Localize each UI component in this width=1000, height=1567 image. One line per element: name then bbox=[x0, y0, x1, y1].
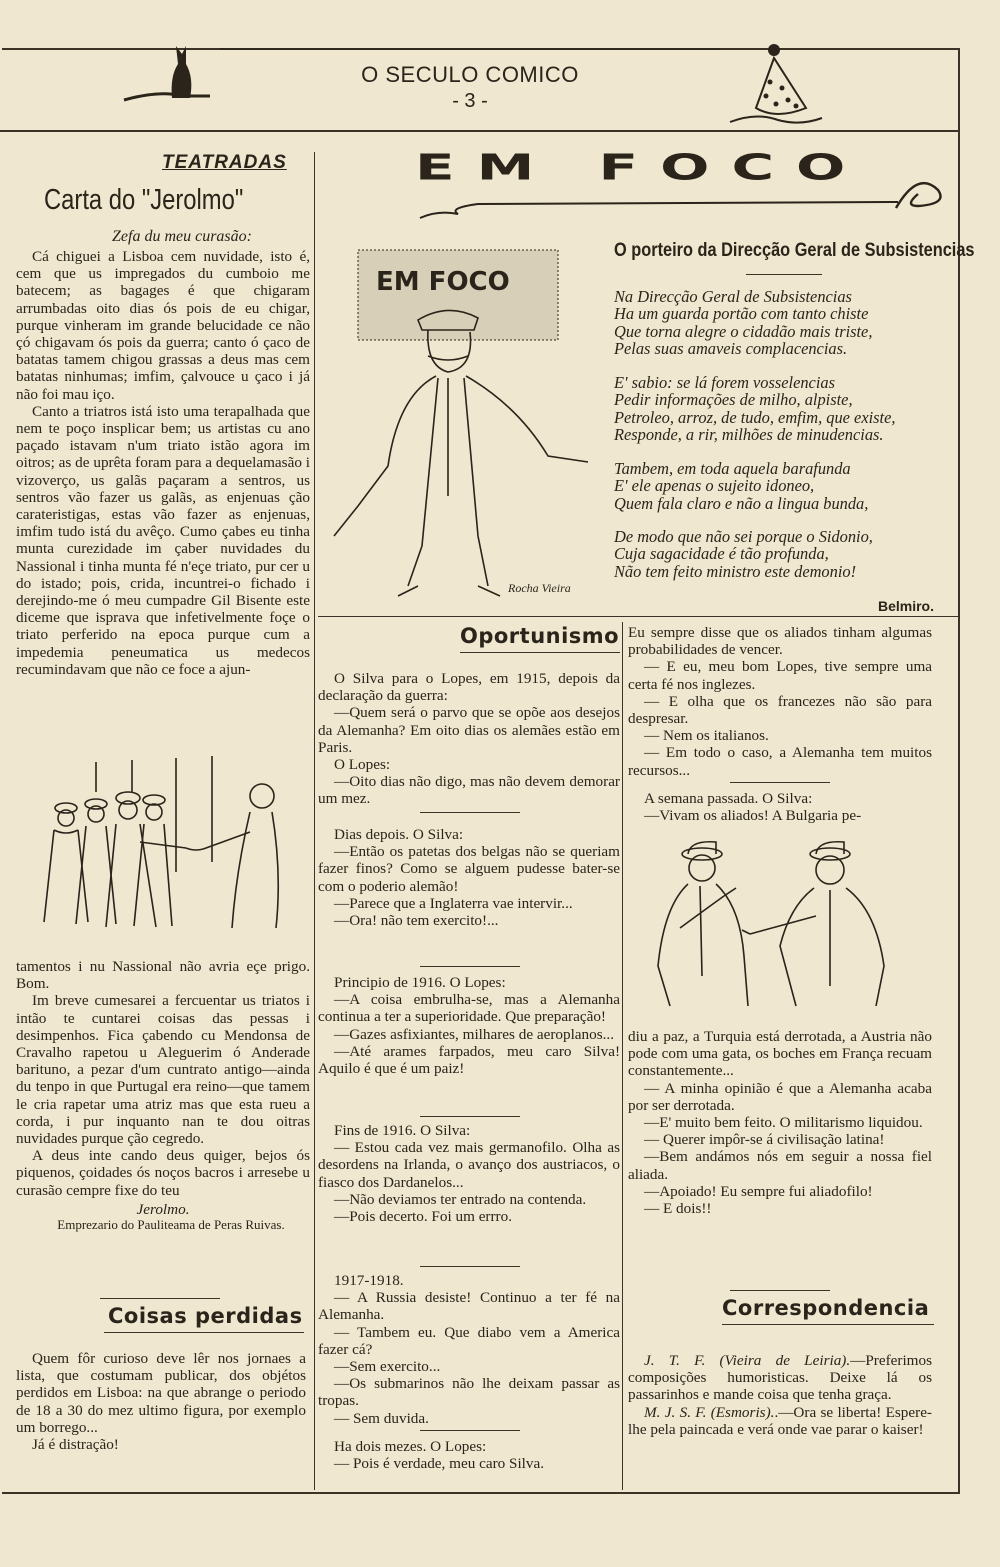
paragraph: Fins de 1916. O Silva: bbox=[334, 1122, 471, 1139]
em-foco-title: EM FOCO bbox=[415, 146, 868, 189]
paragraph: Já é distração! bbox=[32, 1436, 119, 1454]
paragraph: —Não deviamos ter entrado na contenda. bbox=[334, 1190, 587, 1208]
column-rule-left bbox=[314, 152, 315, 1490]
paragraph: 1917-1918. bbox=[334, 1272, 404, 1289]
porteiro-subtitle: O porteiro da Direcção Geral de Subsistencias bbox=[614, 240, 975, 261]
paragraph: — A minha opinião é que a Alemanha acaba por ser derrotada. bbox=[628, 1079, 932, 1114]
paragraph: — Sem duvida. bbox=[334, 1409, 429, 1427]
poem-line: Tambem, em toda aquela barafunda bbox=[614, 459, 851, 478]
oportunismo-part-2 bbox=[318, 826, 620, 929]
paragraph: — Estou cada vez mais germanofilo. Olha as desordens na Irlanda, o avanço dos austriacos, o fiasco dos Dardanelos... bbox=[318, 1139, 620, 1191]
poem-line: De modo que não sei porque o Sidonio, bbox=[614, 527, 873, 546]
teatradas-signature: Jerolmo. bbox=[136, 1200, 190, 1218]
teatradas-salutation: Zefa du meu curasão: bbox=[112, 228, 252, 245]
porteiro-caricature bbox=[318, 246, 608, 608]
poem-line: E' ele apenas o sujeito idoneo, bbox=[614, 476, 815, 496]
poem-line: Responde, a rir, milhões de minudencias. bbox=[614, 425, 884, 445]
em-foco-bottom-rule bbox=[318, 616, 958, 617]
correspondencia-body bbox=[628, 1352, 932, 1438]
column-rule-right bbox=[622, 622, 623, 1490]
oportunismo-part-1 bbox=[318, 670, 620, 808]
paragraph: —Apoiado! Eu sempre fui aliadofilo! bbox=[644, 1182, 873, 1200]
entry-text: —Preferimos composições humoristicas. Deixe lá os passarinhos e mande coisa que tenha graça. bbox=[628, 1352, 932, 1404]
paragraph: Cá chiguei a Lisboa cem nuvidade, isto é, cem que us impregados du cumboio me batecem; as bagages é que chigaram arrumbadas oito dias ós pois de eu chigar, purque vinheram im grande belucidade ce não çó chigavam ós pois da guerra; canto ó çaco de batatas tamem chigou grassas a deus mas cem batatas ninhumas; imfim, çalvouce u çaco i já não foi mau iço. bbox=[16, 248, 310, 403]
paragraph: — E dois!! bbox=[644, 1200, 712, 1218]
header-top-line bbox=[220, 46, 720, 54]
paragraph: Quem fôr curioso deve lêr nos jornaes a lista, que costumam publicar, dos objétos perdidos em Lisboa: na que abrange o periodo de 18 a 30 do mez ultimo figura, por exemplo um borrego... bbox=[16, 1350, 306, 1436]
poem-line: Pedir informações de milho, alpiste, bbox=[614, 390, 853, 410]
oportunismo-part-4 bbox=[318, 1122, 620, 1225]
paragraph: —Sem exercito... bbox=[334, 1358, 441, 1376]
cartoon-figure-icon bbox=[726, 38, 826, 128]
paragraph: tamentos i nu Nassional não avria eçe prigo. Bom. bbox=[16, 958, 310, 993]
paragraph: Canto a triatros istá isto uma terapalhada que nem te poço insplicar bem; us artistas cu ano paçado istavam n'um triato istão agora im oitros; as de uprêta foram para a dequelamasão i vizoverço, us galãs paçaram a sentros, us sentros vão fazer us galãs, as enjenuas ção carateristigas, estas vão fazer as enjenuas, imfim tudo istá du avêço. Cumo çabes eu tinha munta curezidade im çaber nuvidades du Nassional i tinha munta fé n'eçe triato, pur cer u do istado; pois, crida, incuntrei-o fichado i derejindo-me ó meu cumpadre Gil Bisente este diceme que isprava que infetivelmente foçe o triato perferido na epoca purque cum a impedemia peneumatica us medecos recumindavam que não ce foce a ajun- bbox=[16, 402, 310, 678]
paragraph: O Lopes: bbox=[334, 756, 391, 774]
theatre-cartoon-illustration bbox=[36, 752, 286, 942]
entry-recipient: J. T. F. (Vieira de Leiria). bbox=[644, 1352, 851, 1369]
oportunismo-part-3 bbox=[318, 974, 620, 1077]
paragraph: Dias depois. O Silva: bbox=[334, 826, 464, 843]
paragraph: — Nem os italianos. bbox=[644, 727, 769, 745]
em-foco-flourish bbox=[418, 180, 958, 224]
paragraph: A deus inte cando deus quiger, bejos ós piquenos, çoidades ós noços bacros i arresebe u curasão cempre fixe do teu bbox=[16, 1147, 310, 1199]
header-rule bbox=[0, 130, 958, 132]
poem-line: Pelas suas amaveis complacencias. bbox=[614, 339, 848, 359]
paragraph: — E olha que os francezes não são para despresar. bbox=[628, 692, 932, 728]
paragraph: —Até arames farpados, meu caro Silva! Aquilo é que é um paiz! bbox=[318, 1042, 620, 1078]
paragraph: —Pois decerto. Foi um errro. bbox=[334, 1208, 513, 1226]
correspondencia-title: Correspondencia bbox=[722, 1296, 930, 1320]
section-divider bbox=[420, 1266, 520, 1267]
paragraph: O Silva para o Lopes, em 1915, depois da declaração da guerra: bbox=[318, 670, 620, 705]
correspondencia-underline bbox=[722, 1324, 934, 1325]
paragraph: — E eu, meu bom Lopes, tive sempre uma certa fé nos inglezes. bbox=[628, 658, 932, 693]
oportunismo-part-5 bbox=[318, 1272, 620, 1427]
paragraph: —Os submarinos não lhe deixam passar as tropas. bbox=[318, 1375, 620, 1410]
coisas-perdidas-body bbox=[16, 1350, 306, 1453]
teatradas-kicker: TEATRADAS bbox=[162, 152, 287, 173]
paragraph: A semana passada. O Silva: bbox=[644, 790, 813, 807]
paragraph: —A coisa embrulha-se, mas a Alemanha continua a ter a superioridade. Que preparação! bbox=[318, 991, 620, 1026]
poem-author: Belmiro. bbox=[877, 598, 934, 614]
artist-signature: Rocha Vieira bbox=[508, 581, 571, 595]
paragraph: — Querer impôr-se á civilisação latina! bbox=[644, 1131, 885, 1149]
section-divider bbox=[420, 966, 520, 967]
newspaper-title: O SECULO COMICO bbox=[361, 62, 579, 87]
poem-stanza-1 bbox=[614, 288, 954, 358]
section-divider bbox=[420, 812, 520, 813]
coisas-perdidas-title: Coisas perdidas bbox=[108, 1304, 303, 1328]
drawing-caption: EM FOCO bbox=[376, 267, 510, 297]
section-divider bbox=[730, 1290, 830, 1291]
oportunismo-part-6 bbox=[318, 1438, 620, 1472]
correspondencia-entry bbox=[628, 1404, 932, 1438]
oportunismo-title: Oportunismo bbox=[460, 624, 620, 648]
paragraph: Im breve cumesarei a fercuentar us triatos i intão te cuntarei coisas das pessas i desimpenhos. Fica çabendo cu Mendonsa de Cravalho rapetou u Aleguerim ó Anderade barituno, a pezar d'um cuntrato antigo—ainda du tenpo in que Purtugal era reino—que tamem le cria rapetar uma atriz mas que esta rueu a corda, i pur inquanto nan te dou oitras nuvidades purque ção cegredo. bbox=[16, 992, 310, 1148]
paragraph: — A Russia desiste! Continuo a ter fé na Alemanha. bbox=[318, 1289, 620, 1324]
paragraph: Principio de 1916. O Lopes: bbox=[334, 974, 506, 991]
paragraph: — Em todo o caso, a Alemanha tem muitos recursos... bbox=[628, 744, 932, 779]
section-divider bbox=[420, 1430, 520, 1431]
poem-line: Petroleo, arroz, de tudo, emfim, que existe, bbox=[614, 407, 896, 427]
paragraph: —Então os patetas dos belgas não se queriam fazer finos? Como se alguem pudesse bater-se com o poderio alemão! bbox=[318, 843, 620, 895]
poem-stanza-2 bbox=[614, 374, 954, 444]
poem-line: Ha um guarda portão com tanto chiste bbox=[614, 304, 869, 324]
paragraph: —Quem será o parvo que se opõe aos desejos da Alemanha? Em oito dias os alemães estão em Paris. bbox=[318, 704, 620, 756]
paragraph: —Bem andámos nós em seguir a nossa fiel aliada. bbox=[628, 1148, 932, 1183]
teatradas-signature-note: Emprezario do Pauliteama de Peras Ruivas. bbox=[57, 1217, 285, 1233]
paragraph: —Gazes asfixiantes, milhares de aeroplanos... bbox=[334, 1025, 615, 1043]
coisas-perdidas-underline bbox=[104, 1332, 304, 1333]
subtitle-rule bbox=[746, 274, 822, 275]
entry-text: .—Ora se liberta! Espere-lhe pela paincada e verá onde vae parar o kaiser! bbox=[628, 1403, 932, 1438]
oportunismo-underline bbox=[460, 652, 620, 653]
paragraph: —Vivam os aliados! A Bulgaria pe- bbox=[644, 807, 862, 825]
correspondencia-entry bbox=[628, 1352, 932, 1404]
paragraph: Eu sempre disse que os aliados tinham algumas probabilidades de vencer. bbox=[628, 624, 932, 659]
paragraph: — Pois é verdade, meu caro Silva. bbox=[334, 1455, 545, 1473]
section-divider bbox=[730, 782, 830, 783]
page-number: - 3 - bbox=[452, 90, 488, 112]
paragraph: —Ora! não tem exercito!... bbox=[334, 912, 499, 930]
poem-line: Na Direcção Geral de Subsistencias bbox=[614, 287, 852, 306]
paragraph: diu a paz, a Turquia está derrotada, a Austria não pode com uma gata, os boches em França recuam constantemente... bbox=[628, 1028, 932, 1080]
teatradas-continuation bbox=[16, 958, 310, 1232]
poem-stanza-4 bbox=[614, 528, 954, 580]
section-divider bbox=[100, 1298, 220, 1299]
teatradas-body bbox=[16, 248, 310, 678]
poem-line: Quem fala claro e não a lingua bunda, bbox=[614, 493, 869, 513]
poem-line: Não tem feito ministro este demonio! bbox=[614, 561, 857, 581]
poem-line: E' sabio: se lá forem vosselencias bbox=[614, 373, 835, 392]
paragraph: —E' muito bem feito. O militarismo liquidou. bbox=[644, 1114, 923, 1132]
paragraph: —Parece que a Inglaterra vae intervir... bbox=[334, 894, 573, 912]
oportunismo-col2-mid bbox=[628, 790, 932, 824]
poem-stanza-3 bbox=[614, 460, 954, 512]
teatradas-title: Carta do "Jerolmo" bbox=[44, 184, 244, 216]
oportunismo-col2-bottom bbox=[628, 1028, 932, 1217]
entry-recipient: M. J. S. F. (Esmoris). bbox=[644, 1403, 775, 1421]
poem-line: Que torna alegre o cidadão mais triste, bbox=[614, 321, 873, 341]
paragraph: Ha dois mezes. O Lopes: bbox=[334, 1438, 487, 1455]
cat-silhouette-icon bbox=[120, 36, 220, 108]
silva-lopes-cartoon bbox=[640, 836, 920, 1016]
poem-line: Cuja sagacidade é tão profunda, bbox=[614, 544, 829, 564]
section-divider bbox=[420, 1116, 520, 1117]
oportunismo-col2-top bbox=[628, 624, 932, 779]
paragraph: —Oito dias não digo, mas não devem demorar um mez. bbox=[318, 773, 620, 808]
paragraph: — Tambem eu. Que diabo vem a America fazer cá? bbox=[318, 1323, 620, 1358]
